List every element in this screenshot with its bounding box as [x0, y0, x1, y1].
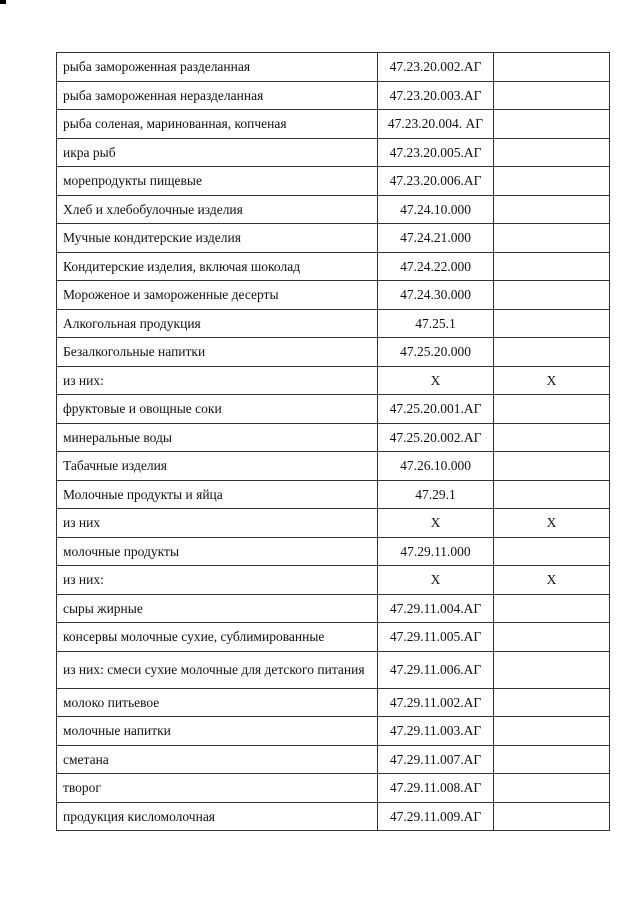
row-extra-cell [494, 651, 610, 688]
row-name-cell: сыры жирные [57, 594, 378, 623]
table-row [57, 594, 610, 623]
row-code-cell: 47.23.20.004. АГ [378, 110, 494, 139]
table-row [57, 480, 610, 509]
row-extra-cell [494, 195, 610, 224]
table-row [57, 745, 610, 774]
row-code-cell: 47.24.21.000 [378, 224, 494, 253]
row-extra-cell [494, 138, 610, 167]
row-extra-cell [494, 594, 610, 623]
row-extra-cell [494, 167, 610, 196]
row-name-cell: морепродукты пищевые [57, 167, 378, 196]
row-name-cell: минеральные воды [57, 423, 378, 452]
row-extra-cell [494, 309, 610, 338]
table-row [57, 509, 610, 538]
row-name-cell: продукция кисломолочная [57, 802, 378, 831]
row-name-cell: молоко питьевое [57, 688, 378, 717]
row-code-cell: 47.24.10.000 [378, 195, 494, 224]
row-extra-cell [494, 745, 610, 774]
row-name-cell: Табачные изделия [57, 452, 378, 481]
table-row [57, 623, 610, 652]
row-name-cell: молочные продукты [57, 537, 378, 566]
table-row [57, 537, 610, 566]
row-extra-cell [494, 110, 610, 139]
scan-corner-mark [0, 0, 6, 4]
row-code-cell: 47.29.11.008.АГ [378, 774, 494, 803]
table-row [57, 224, 610, 253]
row-extra-cell: X [494, 509, 610, 538]
table-row [57, 53, 610, 82]
row-extra-cell [494, 688, 610, 717]
row-extra-cell [494, 338, 610, 367]
row-code-cell: 47.29.11.002.АГ [378, 688, 494, 717]
row-name-cell: консервы молочные сухие, сублимированные [57, 623, 378, 652]
table-row [57, 395, 610, 424]
table-row [57, 110, 610, 139]
row-name-cell: Мучные кондитерские изделия [57, 224, 378, 253]
row-name-cell: рыба замороженная неразделанная [57, 81, 378, 110]
row-extra-cell [494, 53, 610, 82]
row-extra-cell [494, 452, 610, 481]
product-code-table [56, 52, 610, 831]
row-code-cell: 47.24.22.000 [378, 252, 494, 281]
table-row [57, 81, 610, 110]
row-code-cell: 47.23.20.002.АГ [378, 53, 494, 82]
row-name-cell: Мороженое и замороженные десерты [57, 281, 378, 310]
row-code-cell: 47.25.20.001.АГ [378, 395, 494, 424]
row-name-cell: Хлеб и хлебобулочные изделия [57, 195, 378, 224]
row-extra-cell [494, 81, 610, 110]
row-extra-cell [494, 224, 610, 253]
row-name-cell: из них [57, 509, 378, 538]
table-row [57, 452, 610, 481]
table-row [57, 774, 610, 803]
table-row [57, 252, 610, 281]
row-code-cell: 47.29.11.000 [378, 537, 494, 566]
row-name-cell: Молочные продукты и яйца [57, 480, 378, 509]
table-row [57, 195, 610, 224]
row-code-cell: X [378, 366, 494, 395]
row-code-cell: 47.29.11.004.АГ [378, 594, 494, 623]
row-code-cell: 47.29.11.006.АГ [378, 651, 494, 688]
row-extra-cell [494, 395, 610, 424]
row-extra-cell [494, 281, 610, 310]
row-extra-cell [494, 423, 610, 452]
row-name-cell: фруктовые и овощные соки [57, 395, 378, 424]
row-name-cell: молочные напитки [57, 717, 378, 746]
row-code-cell: 47.26.10.000 [378, 452, 494, 481]
table-row [57, 281, 610, 310]
row-name-cell: Кондитерские изделия, включая шоколад [57, 252, 378, 281]
table-row [57, 717, 610, 746]
row-code-cell: 47.29.11.003.АГ [378, 717, 494, 746]
row-extra-cell [494, 802, 610, 831]
row-name-cell: рыба соленая, маринованная, копченая [57, 110, 378, 139]
row-code-cell: 47.23.20.005.АГ [378, 138, 494, 167]
row-code-cell: 47.29.1 [378, 480, 494, 509]
table-row [57, 651, 610, 688]
row-extra-cell [494, 717, 610, 746]
row-extra-cell: X [494, 366, 610, 395]
row-extra-cell [494, 252, 610, 281]
table-row [57, 366, 610, 395]
row-name-cell: из них: [57, 366, 378, 395]
row-code-cell: 47.23.20.003.АГ [378, 81, 494, 110]
row-code-cell: 47.29.11.005.АГ [378, 623, 494, 652]
row-name-cell: Алкогольная продукция [57, 309, 378, 338]
row-extra-cell [494, 774, 610, 803]
table-row [57, 309, 610, 338]
row-name-cell: Безалкогольные напитки [57, 338, 378, 367]
row-name-cell: из них: [57, 566, 378, 595]
table-row [57, 566, 610, 595]
table-row [57, 338, 610, 367]
row-name-cell: икра рыб [57, 138, 378, 167]
row-name-cell: рыба замороженная разделанная [57, 53, 378, 82]
table-row [57, 423, 610, 452]
row-code-cell: X [378, 509, 494, 538]
table-row [57, 167, 610, 196]
row-code-cell: 47.24.30.000 [378, 281, 494, 310]
row-extra-cell [494, 537, 610, 566]
row-code-cell: 47.25.1 [378, 309, 494, 338]
table-row [57, 138, 610, 167]
row-extra-cell [494, 623, 610, 652]
row-code-cell: X [378, 566, 494, 595]
row-code-cell: 47.23.20.006.АГ [378, 167, 494, 196]
row-code-cell: 47.25.20.002.АГ [378, 423, 494, 452]
table-row [57, 802, 610, 831]
row-code-cell: 47.25.20.000 [378, 338, 494, 367]
row-extra-cell: X [494, 566, 610, 595]
row-code-cell: 47.29.11.009.АГ [378, 802, 494, 831]
row-name-cell: из них: смеси сухие молочные для детского питания [57, 651, 378, 688]
row-code-cell: 47.29.11.007.АГ [378, 745, 494, 774]
row-name-cell: творог [57, 774, 378, 803]
row-extra-cell [494, 480, 610, 509]
row-name-cell: сметана [57, 745, 378, 774]
table-row [57, 688, 610, 717]
